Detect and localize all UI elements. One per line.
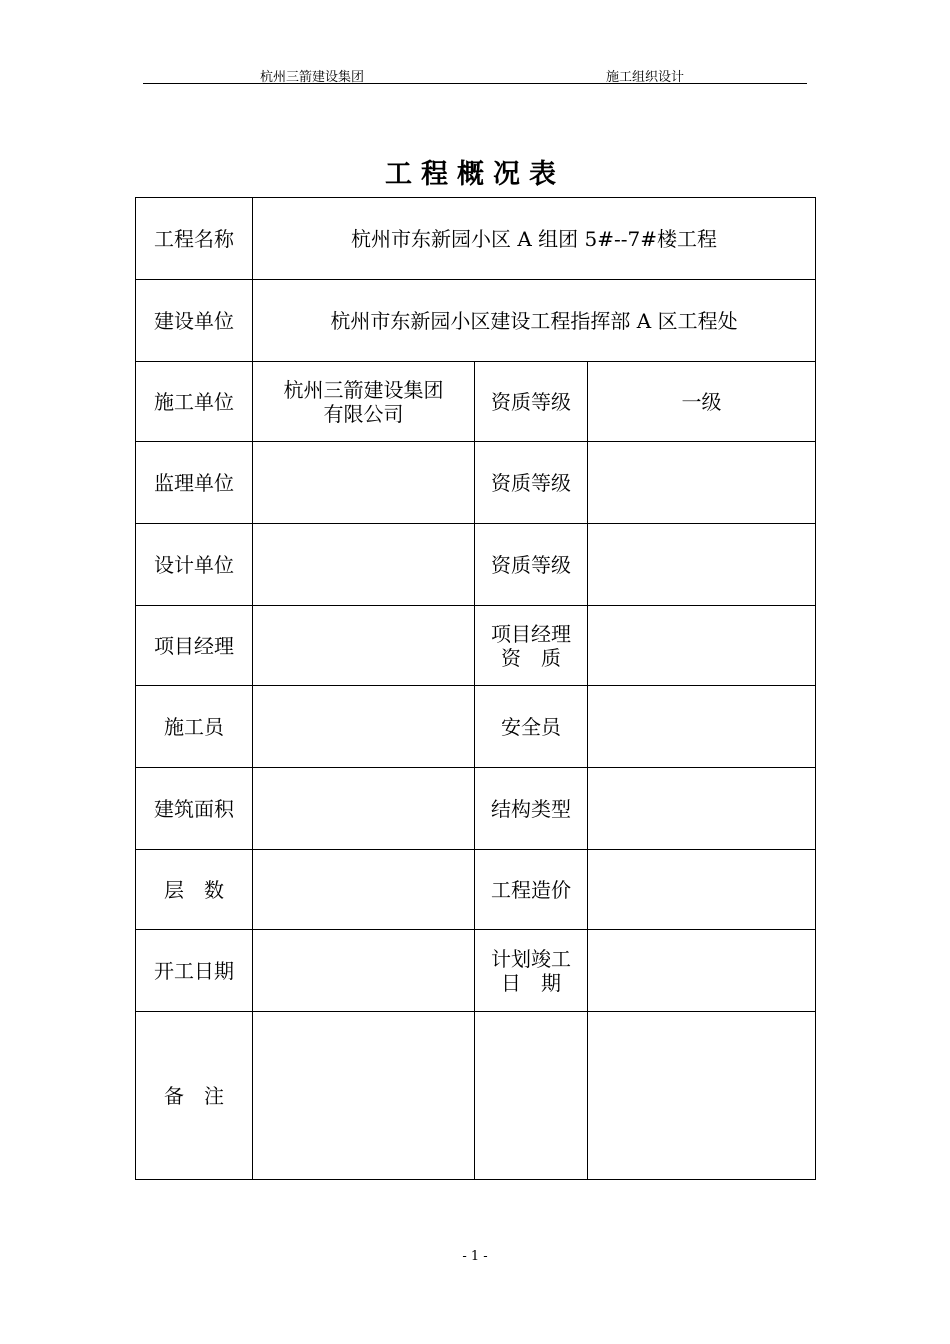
designer-qual-value xyxy=(588,524,816,606)
table-row xyxy=(136,606,816,686)
contractor-label: 施工单位 xyxy=(136,362,253,442)
project-cost-label: 工程造价 xyxy=(475,850,588,930)
building-area-label: 建筑面积 xyxy=(136,768,253,850)
header-company: 杭州三箭建设集团 xyxy=(260,70,365,85)
table-row xyxy=(136,850,816,930)
remarks-cell xyxy=(588,1012,816,1180)
project-cost-value xyxy=(588,850,816,930)
table-row xyxy=(136,1012,816,1180)
project-manager-qual-label: 项目经理 资 质 xyxy=(475,606,588,686)
contractor-value: 杭州三箭建设集团 有限公司 xyxy=(253,362,475,442)
construction-staff-value xyxy=(253,686,475,768)
supervisor-qual-label: 资质等级 xyxy=(475,442,588,524)
project-name-value: 杭州市东新园小区 A 组团 5#--7#楼工程 xyxy=(253,198,816,280)
designer-value xyxy=(253,524,475,606)
safety-officer-value xyxy=(588,686,816,768)
table-row xyxy=(136,362,816,442)
safety-officer-label: 安全员 xyxy=(475,686,588,768)
table-row xyxy=(136,280,816,362)
project-manager-label: 项目经理 xyxy=(136,606,253,686)
start-date-label: 开工日期 xyxy=(136,930,253,1012)
planned-completion-label: 计划竣工 日 期 xyxy=(475,930,588,1012)
owner-label: 建设单位 xyxy=(136,280,253,362)
building-area-value xyxy=(253,768,475,850)
structure-type-value xyxy=(588,768,816,850)
floors-label: 层 数 xyxy=(136,850,253,930)
designer-label: 设计单位 xyxy=(136,524,253,606)
supervisor-value xyxy=(253,442,475,524)
contractor-qual-value: 一级 xyxy=(588,362,816,442)
floors-value xyxy=(253,850,475,930)
remarks-cell xyxy=(475,1012,588,1180)
header-doc-type: 施工组织设计 xyxy=(606,70,685,85)
table-row xyxy=(136,198,816,280)
header-rule xyxy=(143,83,807,84)
supervisor-label: 监理单位 xyxy=(136,442,253,524)
remarks-cell xyxy=(253,1012,475,1180)
designer-qual-label: 资质等级 xyxy=(475,524,588,606)
page-number: - 1 - xyxy=(462,1249,488,1264)
contractor-qual-label: 资质等级 xyxy=(475,362,588,442)
project-overview-table xyxy=(135,197,816,1180)
project-name-label: 工程名称 xyxy=(136,198,253,280)
table-row xyxy=(136,524,816,606)
structure-type-label: 结构类型 xyxy=(475,768,588,850)
page-title: 工程概况表 xyxy=(385,159,565,190)
construction-staff-label: 施工员 xyxy=(136,686,253,768)
start-date-value xyxy=(253,930,475,1012)
table-row xyxy=(136,442,816,524)
owner-value: 杭州市东新园小区建设工程指挥部 A 区工程处 xyxy=(253,280,816,362)
remarks-label: 备 注 xyxy=(136,1012,253,1180)
planned-completion-value xyxy=(588,930,816,1012)
project-manager-value xyxy=(253,606,475,686)
table-row xyxy=(136,930,816,1012)
project-manager-qual-value xyxy=(588,606,816,686)
table-row xyxy=(136,768,816,850)
supervisor-qual-value xyxy=(588,442,816,524)
table-row xyxy=(136,686,816,768)
